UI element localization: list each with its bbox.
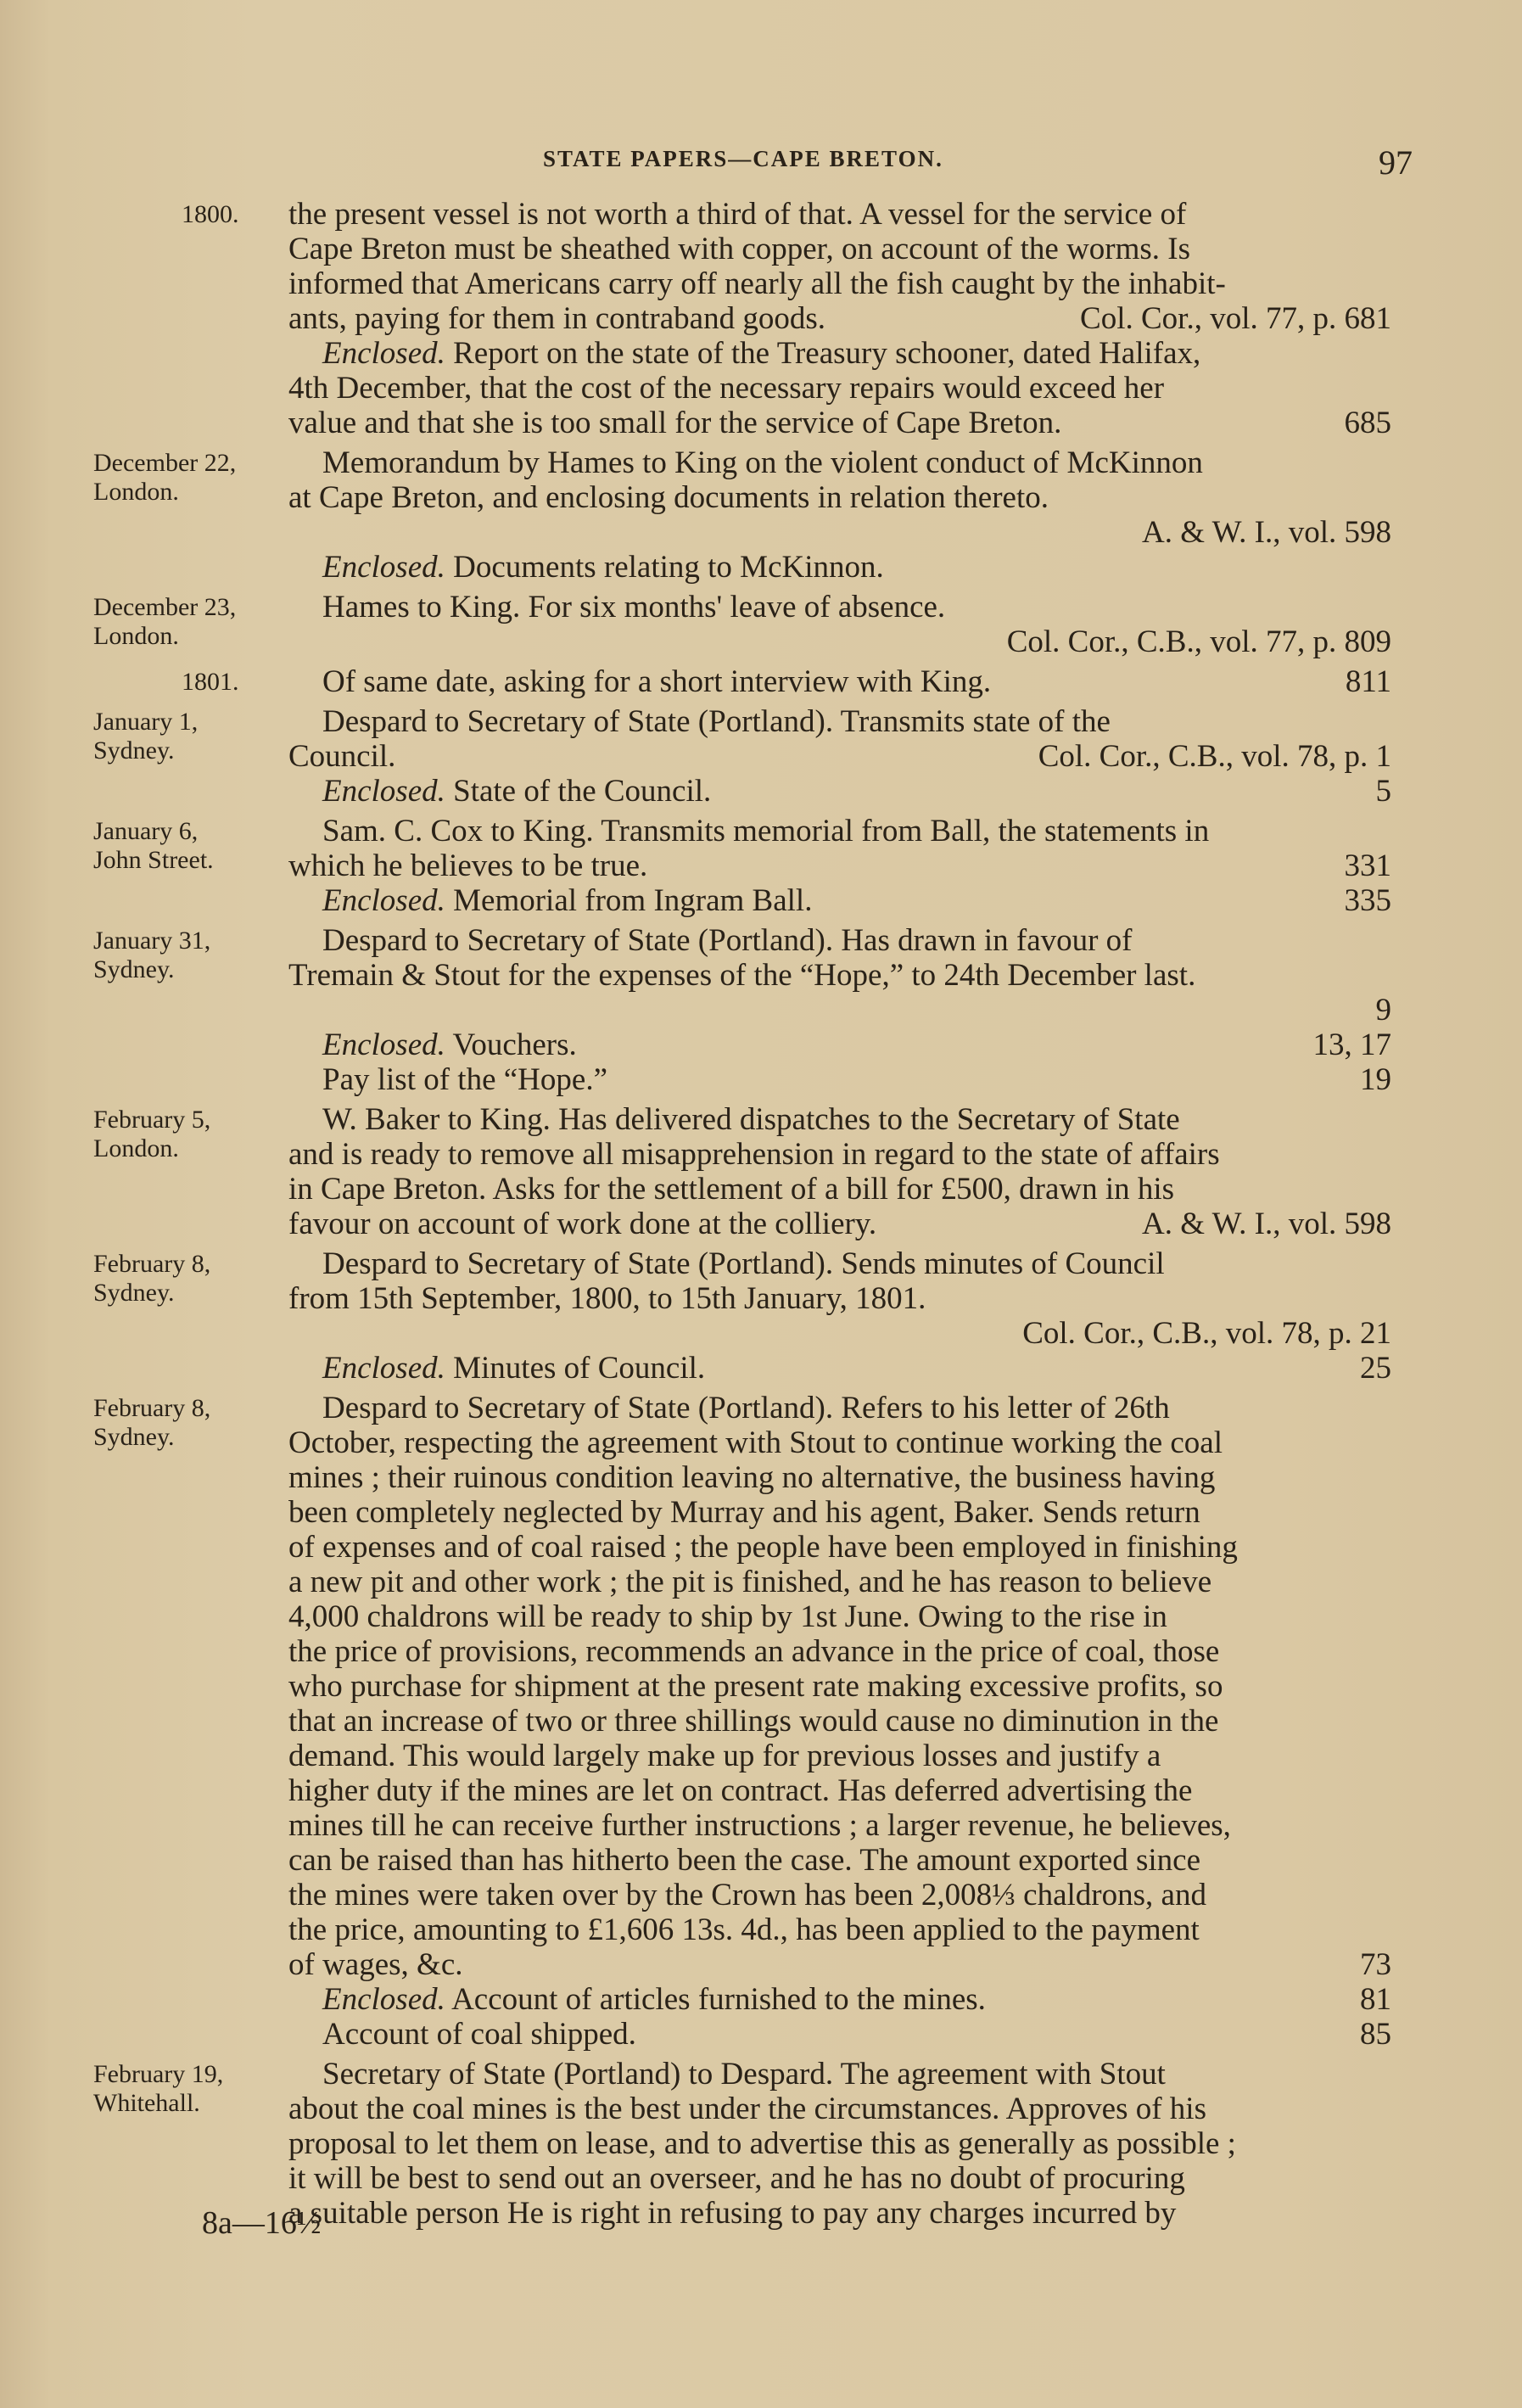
calendar-entry [93, 590, 1417, 659]
margin-date-place: Sydney. [93, 736, 175, 764]
line-body [322, 1351, 705, 1386]
line-body [288, 1739, 1161, 1773]
line-text: the present vessel is not worth a third of that. A vessel for the service of [288, 197, 1187, 232]
line-text: from 15th September, 1800, to 15th January, 1801. [288, 1281, 926, 1316]
line-text: Despard to Secretary of State (Portland). Has drawn in favour of [322, 923, 1133, 958]
text-line [288, 664, 1391, 699]
text-line [288, 1495, 1391, 1530]
entry-text [288, 1391, 1391, 2052]
line-body [322, 336, 1200, 371]
line-text: Account of coal shipped. [322, 2017, 636, 2052]
text-line [288, 1773, 1391, 1808]
reference: 5 [1375, 774, 1391, 809]
enclosed-label: Enclosed. [322, 336, 445, 371]
line-body [288, 1669, 1223, 1704]
entry-text [288, 590, 1391, 659]
text-line [288, 848, 1391, 883]
line-text: at Cape Breton, and enclosing documents in relation thereto. [288, 480, 1049, 515]
line-text: that an increase of two or three shillings would cause no diminution in the [288, 1704, 1219, 1739]
line-body [288, 1495, 1200, 1530]
text-line [288, 1207, 1391, 1241]
line-body [288, 1773, 1192, 1808]
margin-note [93, 814, 288, 918]
calendar-entry [93, 445, 1417, 585]
line-body [288, 1137, 1220, 1172]
line-body [322, 2057, 1166, 2092]
text-line [288, 1172, 1391, 1207]
reference: Col. Cor., C.B., vol. 78, p. 1 [1038, 739, 1391, 774]
reference: 811 [1345, 664, 1391, 699]
text-line [288, 624, 1391, 659]
line-body [288, 2161, 1185, 2196]
line-body [288, 1878, 1206, 1912]
calendar-entry [93, 1391, 1417, 2052]
text-line [288, 1808, 1391, 1843]
text-line [288, 1843, 1391, 1878]
text-line [288, 1028, 1391, 1062]
calendar-entry [93, 923, 1417, 1097]
margin-date-place: February 8, [93, 1394, 211, 1422]
enclosed-label: Enclosed. [322, 550, 445, 585]
margin-note [93, 704, 288, 809]
line-text: value and that she is too small for the service of Cape Breton. [288, 406, 1062, 440]
margin-note [93, 1102, 288, 1241]
line-text: Minutes of Council. [445, 1351, 706, 1386]
text-line [288, 301, 1391, 336]
text-line [288, 1281, 1391, 1316]
reference: Col. Cor., C.B., vol. 77, p. 809 [1006, 624, 1391, 659]
text-line [288, 739, 1391, 774]
text-line [288, 1947, 1391, 1982]
line-body [288, 1565, 1211, 1599]
line-text: October, respecting the agreement with Stout to continue working the coal [288, 1425, 1223, 1460]
margin-date-place: February 19, [93, 2060, 224, 2088]
text-line [288, 480, 1391, 515]
line-body [288, 1460, 1215, 1495]
line-body [288, 301, 825, 336]
line-text: informed that Americans carry off nearly all the fish caught by the inhabit- [288, 266, 1226, 301]
line-body [322, 774, 711, 809]
reference: 19 [1360, 1062, 1391, 1097]
line-text: proposal to let them on lease, and to advertise this as generally as possible ; [288, 2126, 1236, 2161]
entry-text [288, 2057, 1391, 2231]
line-text: the mines were taken over by the Crown has been 2,008⅓ chaldrons, and [288, 1878, 1206, 1912]
line-body [288, 1530, 1238, 1565]
margin-year: 1800. [182, 200, 239, 228]
line-body [288, 2092, 1206, 2126]
text-line [288, 2092, 1391, 2126]
calendar-entry [93, 1246, 1417, 1386]
reference: Col. Cor., C.B., vol. 78, p. 21 [1022, 1316, 1391, 1351]
text-line [288, 2017, 1391, 2052]
line-text: Hames to King. For six months' leave of absence. [322, 590, 946, 624]
text-line [288, 197, 1391, 232]
line-body [288, 197, 1186, 232]
printer-signature: 8a—16½ [202, 2205, 322, 2241]
calendar-entry [93, 704, 1417, 809]
line-text: Council. [288, 739, 396, 774]
line-body [288, 1808, 1231, 1843]
entry-text [288, 814, 1391, 918]
line-text: Of same date, asking for a short interview with King. [322, 664, 992, 699]
text-line [288, 1704, 1391, 1739]
text-line [288, 1739, 1391, 1773]
text-line [288, 1982, 1391, 2017]
line-text: the price of provisions, recommends an advance in the price of coal, those [288, 1634, 1220, 1669]
text-line [288, 266, 1391, 301]
line-body [288, 848, 647, 883]
line-text: Tremain & Stout for the expenses of the “Hope,” to 24th December last. [288, 958, 1196, 993]
reference: 25 [1360, 1351, 1391, 1386]
margin-note [93, 1391, 288, 2052]
line-text: Secretary of State (Portland) to Despard. The agreement with Stout [322, 2057, 1166, 2092]
margin-note [93, 664, 288, 699]
line-body [288, 2126, 1236, 2161]
text-line [288, 590, 1391, 624]
line-body [288, 1172, 1174, 1207]
line-text: 4th December, that the cost of the necessary repairs would exceed her [288, 371, 1165, 406]
line-body [288, 1281, 926, 1316]
line-text: Cape Breton must be sheathed with copper, on account of the worms. Is [288, 232, 1191, 266]
text-line [288, 704, 1391, 739]
margin-date-place: December 22, [93, 449, 237, 477]
line-text: higher duty if the mines are let on contract. Has deferred advertising the [288, 1773, 1193, 1808]
line-body [288, 1843, 1200, 1878]
line-body [288, 480, 1049, 515]
page-header [0, 143, 1522, 185]
text-line [288, 958, 1391, 993]
reference: 85 [1360, 2017, 1391, 2052]
line-body [288, 371, 1164, 406]
line-text: mines till he can receive further instructions ; a larger revenue, he believes, [288, 1808, 1231, 1843]
line-text: of wages, &c. [288, 1947, 463, 1982]
text-line [288, 1062, 1391, 1097]
line-body [322, 1102, 1180, 1137]
line-text: Despard to Secretary of State (Portland). Sends minutes of Council [322, 1246, 1165, 1281]
margin-date-place: London. [93, 1134, 179, 1162]
reference: 73 [1360, 1947, 1391, 1982]
margin-note [93, 445, 288, 585]
line-text: Vouchers. [445, 1028, 577, 1062]
line-text: Pay list of the “Hope.” [322, 1062, 607, 1097]
text-line [288, 371, 1391, 406]
text-line [288, 2161, 1391, 2196]
line-body [322, 1246, 1165, 1281]
text-line [288, 2196, 1391, 2231]
reference: Col. Cor., vol. 77, p. 681 [1080, 301, 1391, 336]
calendar-entry [93, 814, 1417, 918]
line-body [322, 814, 1209, 848]
entry-text [288, 923, 1391, 1097]
text-line [288, 1565, 1391, 1599]
margin-note [93, 923, 288, 1097]
margin-date-place: January 6, [93, 817, 199, 845]
text-line [288, 1912, 1391, 1947]
text-line [288, 1102, 1391, 1137]
line-body [322, 883, 812, 918]
margin-date-place: February 8, [93, 1250, 211, 1278]
line-text: of expenses and of coal raised ; the people have been employed in finishing [288, 1530, 1238, 1565]
calendar-entry [93, 1102, 1417, 1241]
text-line [288, 2057, 1391, 2092]
line-text: who purchase for shipment at the present rate making excessive profits, so [288, 1669, 1223, 1704]
entry-text [288, 197, 1391, 440]
margin-date-place: Sydney. [93, 1423, 175, 1451]
line-text: Despard to Secretary of State (Portland). Refers to his letter of 26th [322, 1391, 1170, 1425]
text-line [288, 1634, 1391, 1669]
margin-note [93, 1246, 288, 1386]
line-body [288, 739, 395, 774]
margin-date-place: Sydney. [93, 955, 175, 983]
line-body [322, 445, 1203, 480]
reference: 685 [1344, 406, 1391, 440]
line-text: Memorial from Ingram Ball. [445, 883, 813, 918]
reference: A. & W. I., vol. 598 [1142, 1207, 1391, 1241]
line-text: ants, paying for them in contraband goods. [288, 301, 825, 336]
line-body [322, 1028, 577, 1062]
margin-date-place: London. [93, 478, 179, 506]
margin-date-place: December 23, [93, 593, 237, 621]
line-body [322, 704, 1111, 739]
line-text: mines ; their ruinous condition leaving no alternative, the business having [288, 1460, 1216, 1495]
calendar-entries [93, 197, 1417, 2236]
text-line [288, 336, 1391, 371]
enclosed-label: Enclosed. [322, 1351, 445, 1386]
line-body [288, 1599, 1167, 1634]
line-text: favour on account of work done at the colliery. [288, 1207, 877, 1241]
text-line [288, 1460, 1391, 1495]
text-line [288, 1669, 1391, 1704]
text-line [288, 923, 1391, 958]
line-text: Despard to Secretary of State (Portland). Transmits state of the [322, 704, 1111, 739]
reference: 81 [1360, 1982, 1391, 2017]
calendar-entry [93, 664, 1417, 699]
text-line [288, 550, 1391, 585]
line-text: and is ready to remove all misapprehension in regard to the state of affairs [288, 1137, 1220, 1172]
text-line [288, 1391, 1391, 1425]
text-line [288, 1137, 1391, 1172]
enclosed-label: Enclosed. [322, 1982, 445, 2017]
line-body [288, 266, 1226, 301]
line-body [322, 1391, 1170, 1425]
line-body [288, 232, 1190, 266]
line-text: been completely neglected by Murray and his agent, Baker. Sends return [288, 1495, 1200, 1530]
entry-text [288, 704, 1391, 809]
text-line [288, 1599, 1391, 1634]
line-text: Documents relating to McKinnon. [445, 550, 884, 585]
line-body [322, 1062, 607, 1097]
reference: A. & W. I., vol. 598 [1142, 515, 1391, 550]
line-text: Memorandum by Hames to King on the violent conduct of McKinnon [322, 445, 1203, 480]
text-line [288, 406, 1391, 440]
line-text: a new pit and other work ; the pit is finished, and he has reason to believe [288, 1565, 1212, 1599]
running-head: STATE PAPERS—CAPE BRETON. [543, 146, 943, 171]
line-text: it will be best to send out an overseer, and he has no doubt of procuring [288, 2161, 1185, 2196]
line-text: about the coal mines is the best under the circumstances. Approves of his [288, 2092, 1206, 2126]
line-body [322, 1982, 986, 2017]
line-text: a suitable person He is right in refusing to pay any charges incurred by [288, 2196, 1177, 2231]
entry-text [288, 1246, 1391, 1386]
line-body [322, 923, 1133, 958]
reference: 13, 17 [1312, 1028, 1391, 1062]
margin-year: 1801. [182, 668, 239, 696]
text-line [288, 515, 1391, 550]
margin-date-place: January 1, [93, 708, 199, 736]
margin-note [93, 590, 288, 659]
line-body [288, 1912, 1200, 1947]
line-text: the price, amounting to £1,606 13s. 4d., has been applied to the payment [288, 1912, 1200, 1947]
line-text: W. Baker to King. Has delivered dispatches to the Secretary of State [322, 1102, 1180, 1137]
line-body [322, 2017, 636, 2052]
text-line [288, 1316, 1391, 1351]
line-text: can be raised than has hitherto been the case. The amount exported since [288, 1843, 1200, 1878]
enclosed-label: Enclosed. [322, 774, 445, 809]
line-body [288, 1704, 1218, 1739]
reference: 331 [1344, 848, 1391, 883]
line-body [288, 2196, 1176, 2231]
line-body [322, 590, 945, 624]
line-body [322, 550, 884, 585]
line-text: Report on the state of the Treasury schooner, dated Halifax, [445, 336, 1201, 371]
line-body [288, 406, 1061, 440]
line-body [288, 1634, 1219, 1669]
line-body [288, 958, 1195, 993]
margin-date-place: London. [93, 622, 179, 650]
text-line [288, 814, 1391, 848]
text-line [288, 1351, 1391, 1386]
margin-date-place: Sydney. [93, 1279, 175, 1307]
calendar-entry [93, 197, 1417, 440]
enclosed-label: Enclosed. [322, 883, 445, 918]
line-body [288, 1425, 1223, 1460]
text-line [288, 445, 1391, 480]
line-text: which he believes to be true. [288, 848, 648, 883]
reference: 9 [1375, 993, 1391, 1028]
reference: 335 [1344, 883, 1391, 918]
line-text: Account of articles furnished to the mines. [445, 1982, 986, 2017]
margin-date-place: January 31, [93, 927, 211, 955]
enclosed-label: Enclosed. [322, 1028, 445, 1062]
entry-text [288, 664, 1391, 699]
line-body [322, 664, 991, 699]
text-line [288, 1246, 1391, 1281]
text-line [288, 1425, 1391, 1460]
margin-note [93, 197, 288, 440]
margin-date-place: John Street. [93, 846, 214, 874]
entry-text [288, 445, 1391, 585]
text-line [288, 2126, 1391, 2161]
line-text: State of the Council. [445, 774, 712, 809]
text-line [288, 774, 1391, 809]
text-line [288, 883, 1391, 918]
margin-date-place: February 5, [93, 1106, 211, 1134]
entry-text [288, 1102, 1391, 1241]
text-line [288, 1530, 1391, 1565]
text-line [288, 993, 1391, 1028]
margin-date-place: Whitehall. [93, 2089, 200, 2117]
line-body [288, 1947, 463, 1982]
line-text: in Cape Breton. Asks for the settlement of a bill for £500, drawn in his [288, 1172, 1175, 1207]
line-text: Sam. C. Cox to King. Transmits memorial from Ball, the statements in [322, 814, 1210, 848]
text-line [288, 1878, 1391, 1912]
line-text: demand. This would largely make up for previous losses and justify a [288, 1739, 1161, 1773]
line-text: 4,000 chaldrons will be ready to ship by 1st June. Owing to the rise in [288, 1599, 1167, 1634]
line-body [288, 1207, 876, 1241]
page-number: 97 [1379, 143, 1413, 182]
text-line [288, 232, 1391, 266]
